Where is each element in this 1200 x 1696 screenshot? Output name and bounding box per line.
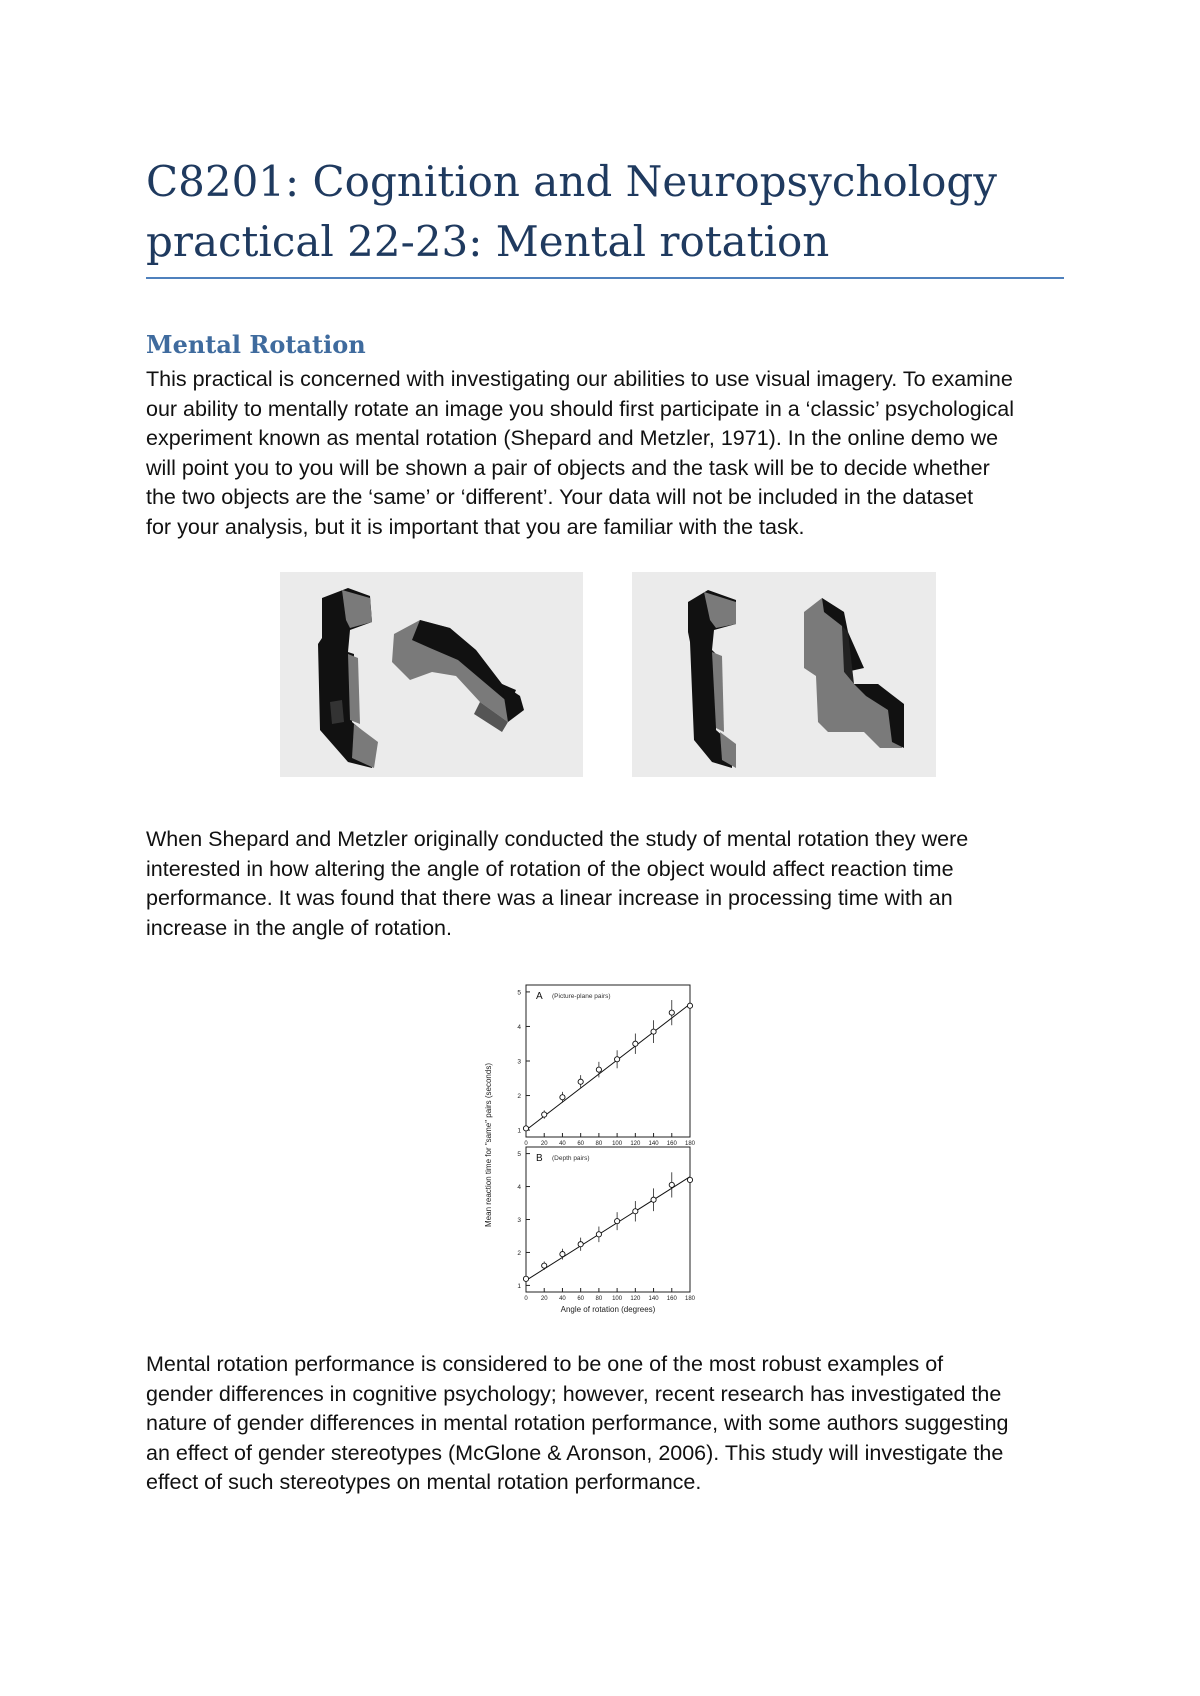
fit-line (526, 1004, 690, 1130)
x-tick-label: 0 (524, 1296, 528, 1302)
y-tick-label: 3 (517, 1217, 521, 1224)
y-tick-label: 3 (517, 1058, 521, 1066)
data-point (560, 1252, 565, 1257)
section-heading: Mental Rotation (146, 330, 366, 359)
text-line: effect of such stereotypes on mental rotation performance. (146, 1470, 702, 1494)
x-tick-label: 160 (666, 1296, 677, 1302)
y-tick-label: 2 (517, 1093, 521, 1101)
x-tick-label: 180 (684, 1296, 696, 1302)
y-tick-label: 5 (517, 1151, 521, 1159)
text-line: Mental rotation performance is considered to be one of the most robust examples of (146, 1352, 944, 1376)
y-tick-label: 4 (517, 1023, 521, 1031)
intro-paragraph (146, 365, 1076, 542)
text-line: increase in the angle of rotation. (146, 915, 452, 940)
x-tick-label: 80 (595, 1296, 603, 1302)
y-tick-label: 1 (517, 1282, 521, 1290)
text-line: for your analysis, but it is important that you are familiar with the task. (146, 514, 805, 539)
data-point (615, 1057, 620, 1062)
x-tick-label: 60 (577, 1141, 585, 1147)
block-shapes-illustration (632, 572, 936, 777)
x-tick-label: 140 (648, 1141, 659, 1147)
mental-rotation-figure-pair-2 (632, 572, 936, 777)
x-tick-label: 80 (595, 1141, 603, 1147)
block-shapes-illustration (280, 572, 583, 777)
x-axis-label: Angle of rotation (degrees) (560, 1305, 656, 1314)
text-line: our ability to mentally rotate an image you should first participate in a ‘classic’ psychological (146, 396, 1014, 421)
panel-label: A (536, 991, 543, 1002)
panel-subtitle: (Picture-plane pairs) (552, 993, 611, 1000)
x-tick-label: 180 (684, 1141, 696, 1147)
data-point (687, 1177, 692, 1182)
text-line: will point you to you will be shown a pair of objects and the task will be to decide whether (146, 455, 990, 480)
data-point (633, 1209, 638, 1214)
fit-line (526, 1177, 690, 1281)
data-point (523, 1276, 528, 1281)
title-line-1: C8201: Cognition and Neuropsychology (146, 157, 998, 206)
data-point (578, 1079, 583, 1084)
x-tick-label: 60 (577, 1296, 585, 1302)
x-tick-label: 40 (559, 1296, 566, 1302)
page-title (146, 152, 1066, 272)
data-point (596, 1232, 601, 1237)
x-tick-label: 40 (559, 1141, 566, 1147)
mental-rotation-figure-pair-1 (280, 572, 583, 777)
data-point (578, 1242, 583, 1247)
data-point (542, 1263, 547, 1268)
x-tick-label: 0 (524, 1141, 528, 1147)
text-line: When Shepard and Metzler originally conducted the study of mental rotation they were (146, 827, 969, 851)
text-line: gender differences in cognitive psychology; however, recent research has investigated the (146, 1381, 1002, 1406)
shepard-metzler-paragraph (146, 825, 1076, 943)
data-point (651, 1197, 656, 1202)
y-tick-label: 4 (517, 1184, 521, 1192)
data-point (542, 1112, 547, 1117)
text-line: an effect of gender stereotypes (McGlone & Aronson, 2006). This study will investigate the (146, 1440, 1004, 1465)
data-point (633, 1041, 638, 1046)
data-point (687, 1003, 692, 1008)
data-point (669, 1010, 674, 1015)
x-tick-label: 100 (612, 1296, 623, 1302)
gender-differences-paragraph (146, 1350, 1076, 1498)
text-line: experiment known as mental rotation (Shepard and Metzler, 1971). In the online demo we (146, 426, 999, 450)
data-point (615, 1219, 620, 1224)
text-line: performance. It was found that there was a linear increase in processing time with an (146, 886, 953, 910)
plot-frame (526, 985, 690, 1137)
y-axis-label: Mean reaction time for "same" pairs (seconds) (484, 1063, 493, 1227)
x-tick-label: 120 (630, 1141, 641, 1147)
title-line-2: practical 22-23: Mental rotation (146, 217, 830, 266)
x-tick-label: 100 (612, 1141, 623, 1147)
title-divider (146, 277, 1064, 279)
x-tick-label: 120 (630, 1296, 641, 1302)
plot-frame (526, 1147, 690, 1292)
reaction-time-chart-svg (480, 975, 720, 1335)
data-point (651, 1029, 656, 1034)
text-line: interested in how altering the angle of rotation of the object would affect reaction time (146, 856, 954, 881)
reaction-time-chart (480, 975, 720, 1335)
panel-label: B (536, 1153, 543, 1164)
y-tick-label: 2 (517, 1249, 521, 1257)
x-tick-label: 160 (666, 1141, 677, 1147)
x-tick-label: 20 (540, 1296, 548, 1302)
panel-subtitle: (Depth pairs) (552, 1155, 590, 1162)
y-tick-label: 5 (517, 989, 521, 997)
data-point (560, 1095, 565, 1100)
data-point (523, 1126, 528, 1131)
data-point (669, 1182, 674, 1187)
x-tick-label: 20 (540, 1141, 548, 1147)
text-line: the two objects are the ‘same’ or ‘different’. Your data will not be included in the dataset (146, 485, 974, 509)
text-line: This practical is concerned with investigating our abilities to use visual imagery. To examine (146, 367, 1013, 391)
text-line: nature of gender differences in mental rotation performance, with some authors suggesting (146, 1411, 1009, 1435)
y-tick-label: 1 (517, 1127, 521, 1135)
x-tick-label: 140 (648, 1296, 659, 1302)
data-point (596, 1067, 601, 1072)
